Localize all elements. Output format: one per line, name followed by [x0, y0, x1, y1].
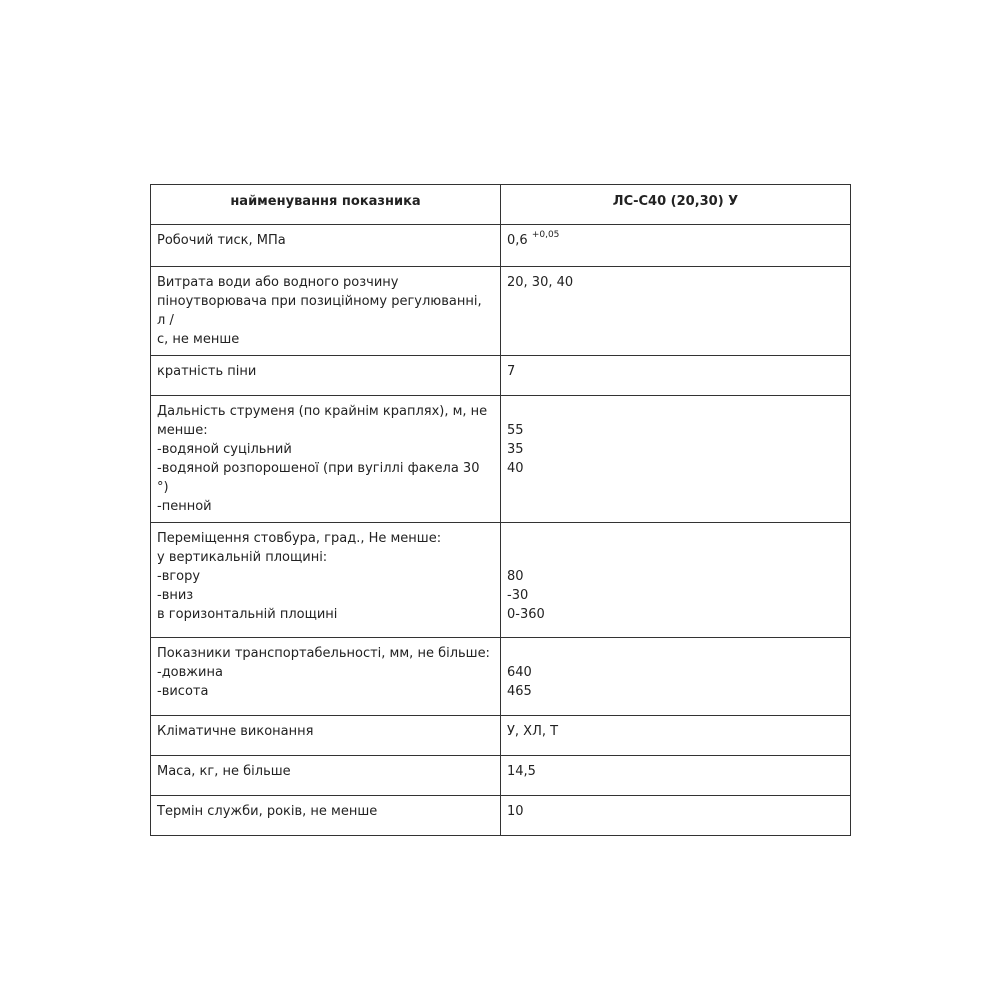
value-cell	[501, 396, 851, 523]
header-model-value: ЛС-С40 (20,30) У	[501, 185, 851, 225]
value-line: 40	[507, 461, 524, 476]
value-line: 7	[507, 364, 516, 379]
value-line: 55	[507, 423, 524, 438]
table-row	[151, 523, 851, 638]
param-cell	[151, 756, 501, 796]
param-cell	[151, 396, 501, 523]
param-cell	[151, 225, 501, 267]
table-row	[151, 267, 851, 356]
param-cell	[151, 638, 501, 716]
table-row	[151, 756, 851, 796]
param-line: Маса, кг, не більше	[157, 764, 291, 779]
value-line: 0-360	[507, 607, 545, 622]
param-cell	[151, 523, 501, 638]
param-line: -водяной розпорошеної (при вугіллі факела 30 °)	[157, 461, 480, 495]
param-line: кратність піни	[157, 364, 257, 379]
value-line: 10	[507, 804, 524, 819]
tolerance-superscript: +0,05	[531, 230, 560, 240]
value-cell	[501, 638, 851, 716]
param-line: Показники транспортабельності, мм, не більше:	[157, 646, 490, 661]
param-line: -пенной	[157, 499, 212, 514]
param-cell	[151, 356, 501, 396]
param-line: Переміщення стовбура, град., Не менше:	[157, 531, 442, 546]
table-row	[151, 796, 851, 836]
table-row	[151, 396, 851, 523]
value-cell	[501, 356, 851, 396]
specifications-table	[150, 184, 851, 836]
param-line: Термін служби, років, не менше	[157, 804, 378, 819]
value-text: 0,6	[507, 233, 528, 248]
value-line: 80	[507, 569, 524, 584]
param-line: -довжина	[157, 665, 223, 680]
value-cell	[501, 225, 851, 267]
param-line: Кліматичне виконання	[157, 724, 314, 739]
value-line: 20, 30, 40	[507, 275, 574, 290]
param-line: Робочий тиск, МПа	[157, 233, 286, 248]
table-row	[151, 716, 851, 756]
param-line: Дальність струменя (по крайнім краплях), м, не	[157, 404, 488, 419]
param-line: -висота	[157, 684, 209, 699]
value-line	[507, 529, 844, 548]
value-cell	[501, 796, 851, 836]
value-line: У, ХЛ, Т	[507, 724, 559, 739]
param-line: менше:	[157, 423, 208, 438]
table-row	[151, 225, 851, 267]
table-row	[151, 356, 851, 396]
value-line	[507, 231, 844, 250]
value-line	[507, 402, 844, 421]
param-cell	[151, 796, 501, 836]
value-cell	[501, 756, 851, 796]
param-line: с, не менше	[157, 332, 240, 347]
value-line: -30	[507, 588, 529, 603]
value-line	[507, 644, 844, 663]
value-cell	[501, 716, 851, 756]
param-line: піноутворювача при позиційному регулюванні, л /	[157, 294, 482, 328]
value-cell	[501, 267, 851, 356]
table-row	[151, 638, 851, 716]
value-line: 640	[507, 665, 532, 680]
param-line: -вниз	[157, 588, 194, 603]
param-line: Витрата води або водного розчину	[157, 275, 399, 290]
value-line	[507, 548, 844, 567]
value-line: 465	[507, 684, 532, 699]
header-parameter-name: найменування показника	[151, 185, 501, 225]
param-line: у вертикальній площині:	[157, 550, 328, 565]
param-line: -водяной суцільний	[157, 442, 292, 457]
table-header-row	[151, 185, 851, 225]
value-cell	[501, 523, 851, 638]
param-line: -вгору	[157, 569, 201, 584]
value-line: 14,5	[507, 764, 536, 779]
param-cell	[151, 716, 501, 756]
param-line: в горизонтальній площині	[157, 607, 338, 622]
param-cell	[151, 267, 501, 356]
value-line: 35	[507, 442, 524, 457]
